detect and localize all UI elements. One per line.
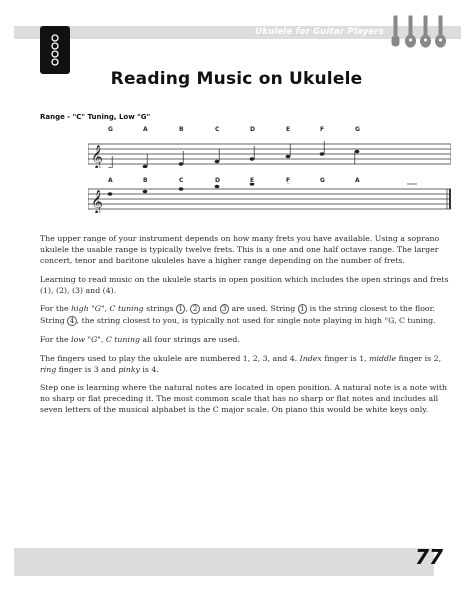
treble-clef-icon: 𝄞	[91, 144, 103, 168]
note-label: C	[215, 126, 220, 133]
emphasis-text: middle	[369, 353, 397, 363]
text-run: For the	[40, 304, 72, 314]
paragraph-high-g	[40, 303, 450, 327]
emphasis-text: ring	[40, 364, 57, 374]
text-run: is 4.	[139, 364, 159, 374]
text-run: strings	[143, 304, 176, 314]
page-number: 77	[415, 545, 443, 569]
note-label: G	[320, 177, 325, 184]
emphasis-text: pinky	[118, 364, 140, 374]
text-run: finger is 3 and	[56, 364, 119, 374]
paragraph-open-position: Learning to read music on the ukulele starts in open position which includes the open strings and frets (1), (2), (3) and (4).	[40, 274, 449, 295]
string-number-badge: 1	[298, 304, 307, 314]
string-number-badge: 4	[67, 316, 76, 326]
note-label: B	[179, 126, 184, 133]
paragraph-low-g	[40, 334, 450, 345]
paragraph-fingers	[40, 353, 450, 375]
emphasis-text: low "G", C tuning	[71, 335, 140, 345]
emphasis-text: high "G", C tuning	[71, 304, 144, 314]
body-text	[40, 233, 450, 423]
note-label: G	[355, 126, 360, 133]
paragraph-natural-notes: Step one is learning where the natural notes are located in open position. A natural note is a note with no sharp or flat preceding it. The most common scale that has no sharp or flat notes and includes all seven letters of the musical alphabet is the C major scale. On piano this would be white keys only.	[40, 383, 448, 415]
chapter-tab	[40, 26, 70, 74]
paragraph-range: The upper range of your instrument depends on how many frets you have available. Using a soprano ukulele the usable range is typically twelve frets. This is a one and one half octave range. The larger concert, tenor and baritone ukuleles have a higher range depending on the number of frets.	[40, 234, 440, 266]
note-label: D	[215, 177, 220, 184]
note-label: E	[250, 177, 255, 184]
text-run: is the string closest to the floor. String	[40, 304, 435, 326]
tab-ornament	[40, 26, 70, 74]
running-title: Ukulele for Guitar Players	[255, 27, 384, 37]
emphasis-text: Index	[299, 353, 322, 363]
text-run: For the	[40, 335, 72, 345]
note-label: A	[108, 177, 113, 184]
treble-clef-icon: 𝄞	[91, 189, 103, 213]
note-label: A	[143, 126, 148, 133]
text-run: finger is 2,	[396, 353, 442, 363]
note-label: C	[179, 177, 184, 184]
text-run: all four strings are used.	[139, 335, 240, 345]
page-title: Reading Music on Ukulele	[110, 69, 363, 89]
text-run: The fingers used to play the ukulele are numbered 1, 2, 3, and 4.	[40, 353, 300, 363]
note-label: F	[286, 177, 291, 184]
text-run: , the string closest to you, is typically not used for single note playing in high "G, C tuning.	[76, 316, 436, 326]
string-number-badge: 2	[190, 304, 199, 314]
string-number-badge: 1	[176, 304, 185, 314]
note-label: B	[143, 177, 148, 184]
note-label: F	[320, 126, 325, 133]
text-run: finger is 1,	[321, 353, 370, 363]
note-label: G	[108, 126, 113, 133]
range-label: Range - "C" Tuning, Low "G"	[40, 113, 151, 121]
ukulele-icons	[389, 14, 447, 52]
music-staff-2	[88, 183, 451, 213]
text-run: ,	[185, 304, 191, 314]
note-label: A	[355, 177, 360, 184]
footer-bar	[14, 548, 434, 576]
text-run: and	[199, 304, 220, 314]
music-staff-1	[88, 138, 451, 168]
note-label: D	[250, 126, 255, 133]
text-run: are used. String	[228, 304, 298, 314]
string-number-badge: 3	[220, 304, 229, 314]
note-label: E	[286, 126, 291, 133]
